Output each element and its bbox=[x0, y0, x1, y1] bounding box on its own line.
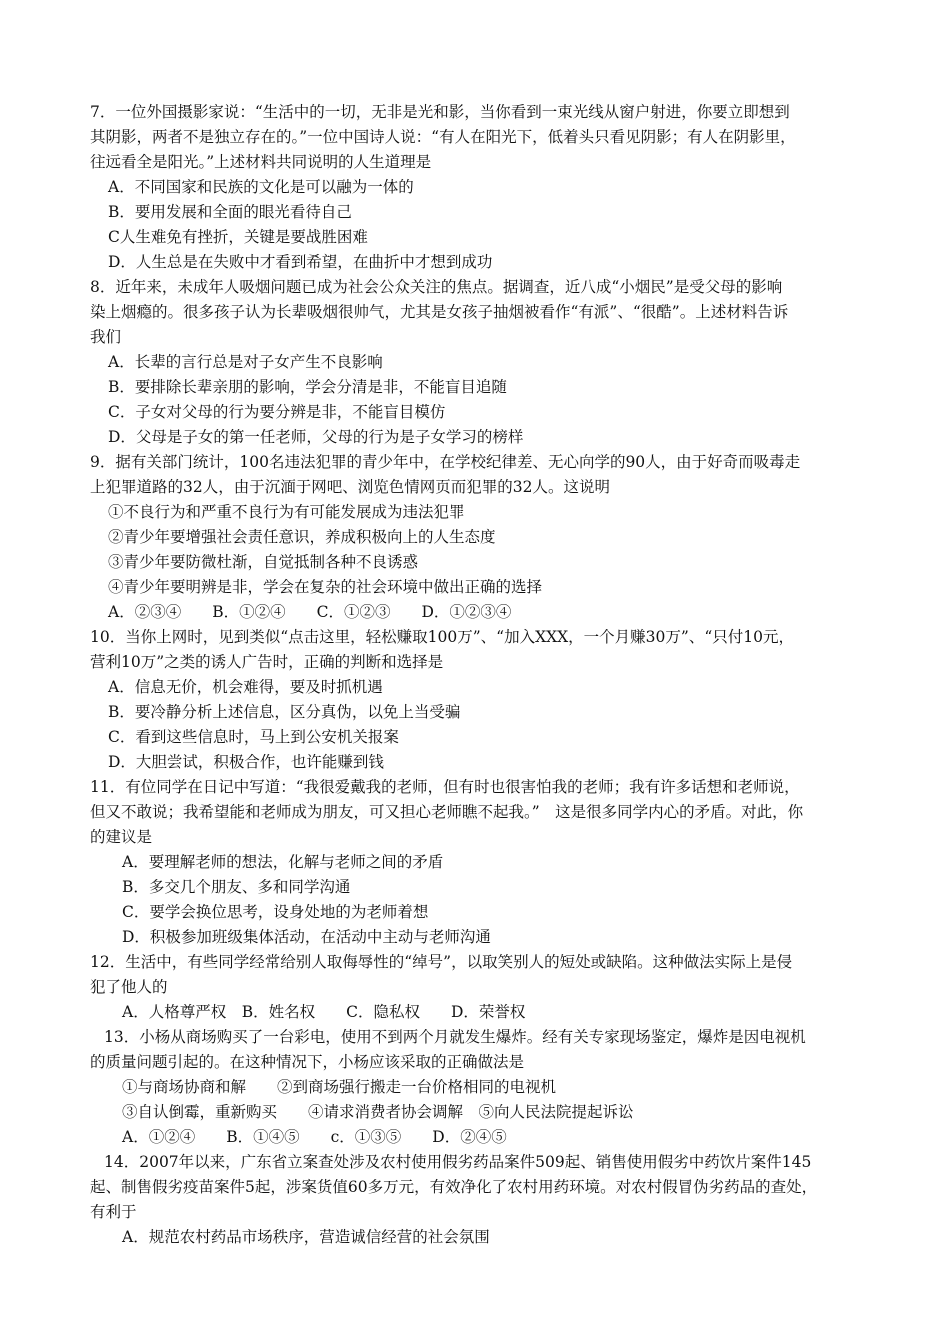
question-7-option-b: B．要用发展和全面的眼光看待自己 bbox=[108, 203, 352, 221]
question-13-options: A．①②④ B．①④⑤ c．①③⑤ D．②④⑤ bbox=[122, 1128, 507, 1146]
question-11-stem-line-3: 的建议是 bbox=[90, 828, 153, 846]
question-9-item-1: ①不良行为和严重不良行为有可能发展成为违法犯罪 bbox=[108, 503, 465, 521]
question-10-option-b: B．要冷静分析上述信息，区分真伪，以免上当受骗 bbox=[108, 703, 461, 721]
question-8-option-b: B．要排除长辈亲朋的影响，学会分清是非，不能盲目追随 bbox=[108, 378, 507, 396]
question-8-option-d: D．父母是子女的第一任老师，父母的行为是子女学习的榜样 bbox=[108, 428, 524, 446]
question-12-stem-line-1: 12．生活中，有些同学经常给别人取侮辱性的“绰号”，以取笑别人的短处或缺陷。这种做法实际上是侵 bbox=[90, 953, 793, 971]
question-11-option-c: C．要学会换位思考，设身处地的为老师着想 bbox=[122, 903, 429, 921]
question-14-option-a: A．规范农村药品市场秩序，营造诚信经营的社会氛围 bbox=[122, 1228, 490, 1246]
question-8-stem-line-3: 我们 bbox=[90, 328, 122, 346]
question-10-option-d: D．大胆尝试，积极合作，也许能赚到钱 bbox=[108, 753, 384, 771]
question-7-option-c: C人生难免有挫折，关键是要战胜困难 bbox=[108, 228, 368, 246]
question-9-stem-line-2: 上犯罪道路的32人，由于沉湎于网吧、浏览色情网页而犯罪的32人。这说明 bbox=[90, 478, 610, 496]
question-14-stem-line-2: 起、制售假劣疫苗案件5起，涉案货值60多万元，有效净化了农村用药环境。对农村假冒伪劣药品的查处， bbox=[90, 1178, 818, 1196]
question-9-item-4: ④青少年要明辨是非，学会在复杂的社会环境中做出正确的选择 bbox=[108, 578, 543, 596]
question-8-option-a: A．长辈的言行总是对子女产生不良影响 bbox=[108, 353, 383, 371]
question-8-stem-line-2: 染上烟瘾的。很多孩子认为长辈吸烟很帅气，尤其是女孩子抽烟被看作“有派”、“很酷”。上述材料告诉 bbox=[90, 303, 789, 321]
question-7-stem-line-1: 7．一位外国摄影家说：“生活中的一切，无非是光和影，当你看到一束光线从窗户射进，你要立即想到 bbox=[90, 103, 790, 121]
question-8-stem-line-1: 8．近年来，未成年人吸烟问题已成为社会公众关注的焦点。据调查，近八成“小烟民”是受父母的影响 bbox=[90, 278, 783, 296]
question-11-stem-line-2: 但又不敢说；我希望能和老师成为朋友，可又担心老师瞧不起我。” 这是很多同学内心的矛盾。对此，你 bbox=[90, 803, 804, 821]
question-9-item-3: ③青少年要防微杜渐，自觉抵制各种不良诱惑 bbox=[108, 553, 419, 571]
question-10-option-c: C．看到这些信息时，马上到公安机关报案 bbox=[108, 728, 399, 746]
question-13-item-line-2: ③自认倒霉，重新购买 ④请求消费者协会调解 ⑤向人民法院提起诉讼 bbox=[122, 1103, 634, 1121]
question-14-stem-line-3: 有利于 bbox=[90, 1203, 137, 1221]
question-12-options: A．人格尊严权 B．姓名权 C．隐私权 D．荣誉权 bbox=[122, 1003, 526, 1021]
question-10-stem-line-1: 10．当你上网时，见到类似“点击这里，轻松赚取100万”、“加入XXX，一个月赚30万”、“只付10元， bbox=[90, 628, 794, 646]
question-11-option-b: B．多交几个朋友、多和同学沟通 bbox=[122, 878, 351, 896]
question-7-stem-line-3: 往远看全是阳光。”上述材料共同说明的人生道理是 bbox=[90, 153, 432, 171]
question-7-stem-line-2: 其阴影，两者不是独立存在的。”一位中国诗人说：“有人在阳光下，低着头只看见阴影；有人在阴影里， bbox=[90, 128, 796, 146]
question-9-options: A．②③④ B．①②④ C．①②③ D．①②③④ bbox=[108, 603, 512, 621]
question-10-option-a: A．信息无价，机会难得，要及时抓机遇 bbox=[108, 678, 383, 696]
question-14-stem-line-1: 14．2007年以来，广东省立案查处涉及农村使用假劣药品案件509起、销售使用假劣中药饮片案件145 bbox=[104, 1153, 812, 1171]
question-9-item-2: ②青少年要增强社会责任意识，养成积极向上的人生态度 bbox=[108, 528, 496, 546]
question-13-stem-line-1: 13．小杨从商场购买了一台彩电，使用不到两个月就发生爆炸。经有关专家现场鉴定，爆炸是因电视机 bbox=[104, 1028, 806, 1046]
question-11-stem-line-1: 11．有位同学在日记中写道：“我很爱戴我的老师，但有时也很害怕我的老师；我有许多话想和老师说， bbox=[90, 778, 800, 796]
question-12-stem-line-2: 犯了他人的 bbox=[90, 978, 168, 996]
question-11-option-a: A．要理解老师的想法，化解与老师之间的矛盾 bbox=[122, 853, 444, 871]
question-10-stem-line-2: 营利10万”之类的诱人广告时，正确的判断和选择是 bbox=[90, 653, 444, 671]
question-13-stem-line-2: 的质量问题引起的。在这种情况下，小杨应该采取的正确做法是 bbox=[90, 1053, 525, 1071]
question-9-stem-line-1: 9．据有关部门统计，100名违法犯罪的青少年中，在学校纪律差、无心向学的90人，由于好奇而吸毒走 bbox=[90, 453, 801, 471]
question-11-option-d: D．积极参加班级集体活动，在活动中主动与老师沟通 bbox=[122, 928, 491, 946]
question-7-option-a: A．不同国家和民族的文化是可以融为一体的 bbox=[108, 178, 414, 196]
question-7-option-d: D．人生总是在失败中才看到希望，在曲折中才想到成功 bbox=[108, 253, 493, 271]
question-8-option-c: C．子女对父母的行为要分辨是非，不能盲目模仿 bbox=[108, 403, 446, 421]
question-13-item-line-1: ①与商场协商和解 ②到商场强行搬走一台价格相同的电视机 bbox=[122, 1078, 557, 1096]
